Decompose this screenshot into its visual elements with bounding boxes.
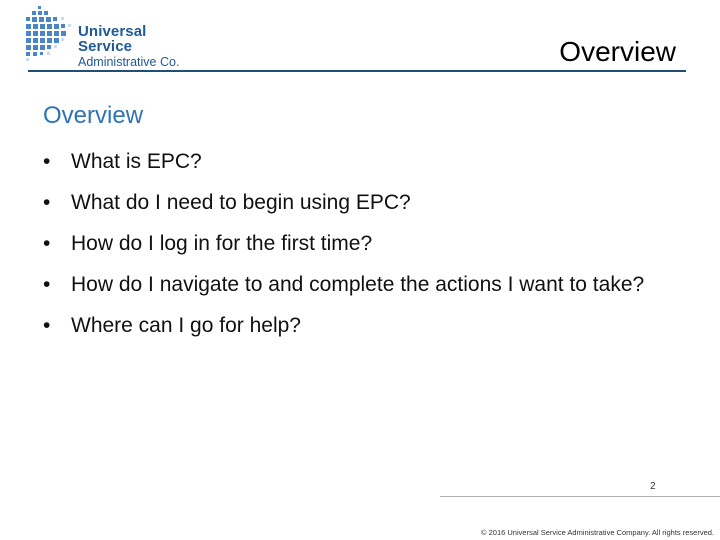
logo-line-1: Universal Service xyxy=(78,23,147,55)
bullet-text: How do I log in for the first time? xyxy=(71,232,373,255)
header-divider xyxy=(28,70,686,72)
bullet-item xyxy=(43,188,683,218)
bullet-item xyxy=(43,270,683,300)
bullet-dot-icon: • xyxy=(43,150,51,173)
page-number: 2 xyxy=(650,481,656,492)
usac-logo-mark-icon xyxy=(22,6,74,62)
bullet-text: How do I navigate to and complete the actions I want to take? xyxy=(71,273,645,296)
header-title: Overview xyxy=(559,36,676,67)
slide-heading: Overview xyxy=(43,102,144,129)
bullet-text: What do I need to begin using EPC? xyxy=(71,191,411,214)
bullet-dot-icon: • xyxy=(43,273,51,296)
footer-divider xyxy=(440,496,720,497)
usac-logo xyxy=(22,6,192,69)
bullet-text: What is EPC? xyxy=(71,150,202,173)
bullet-dot-icon: • xyxy=(43,314,51,337)
bullet-dot-icon: • xyxy=(43,191,51,214)
copyright-notice: © 2016 Universal Service Administrative Company. All rights reserved. xyxy=(481,528,714,537)
bullet-list xyxy=(43,147,683,352)
bullet-item xyxy=(43,147,683,177)
bullet-dot-icon: • xyxy=(43,232,51,255)
bullet-text: Where can I go for help? xyxy=(71,314,301,337)
bullet-item xyxy=(43,311,683,341)
bullet-item xyxy=(43,229,683,259)
logo-line-2: Administrative Co. xyxy=(78,55,180,69)
usac-logo-wordmark xyxy=(78,24,192,69)
